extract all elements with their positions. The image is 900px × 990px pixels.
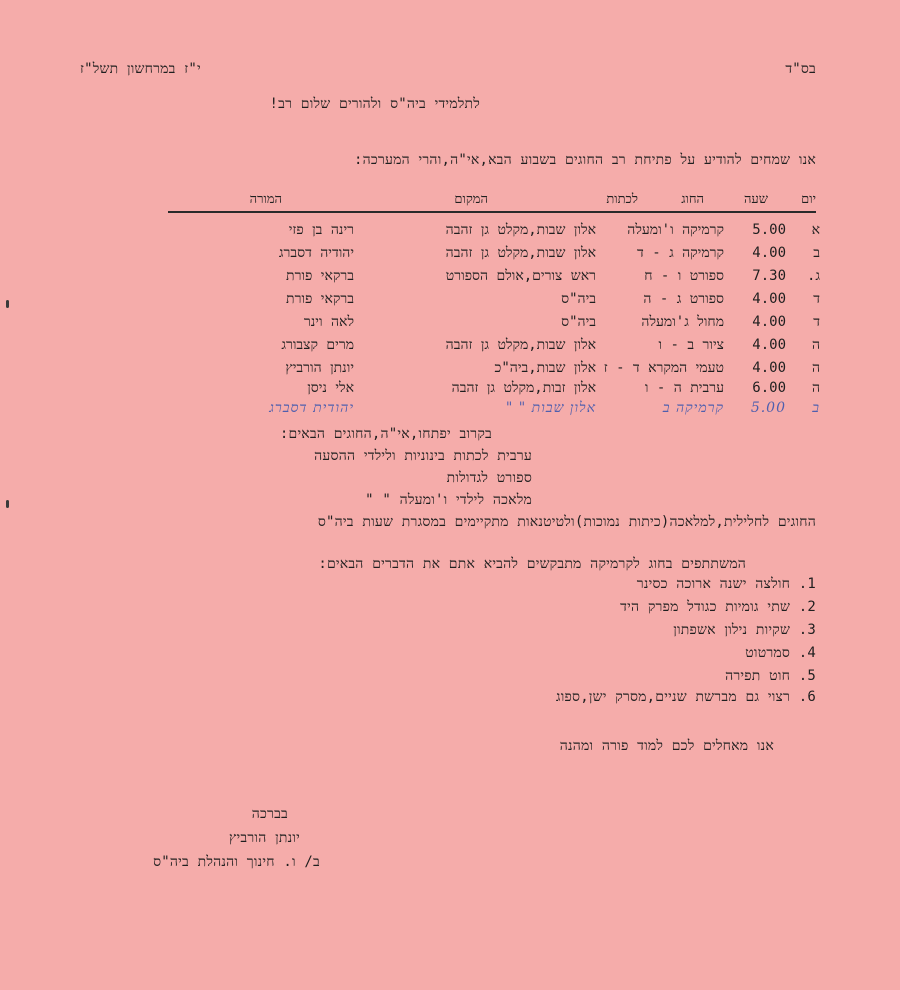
cell-day: ה [811,380,820,396]
table-row [180,222,820,244]
cell-teacher: רינה בן פזי [288,222,354,238]
stray-mark [6,500,9,508]
ceramics-item: 6. רצוי גם מברשת שניים,מסרק ישן,ספוג [555,689,816,705]
upcoming-item: מלאכה לילדי ו'ומעלה " " [365,492,532,508]
ceramics-item: 3. שקיות נילון אשפתון [673,622,816,638]
cell-teacher: אלי ניסן [307,380,354,396]
upcoming-note: החוגים לחלילית,למלאכה(כיתות נמוכות)ולטיטנאות מתקיימים במסגרת שעות ביה"ס [317,514,816,530]
table-row [180,245,820,267]
col-header-time: שעה [743,192,768,207]
table-row [180,314,820,336]
cell-club: קרמיקה ג - ד [637,245,724,261]
cell-time: 6.00 [752,380,786,396]
cell-place: ראש צורים,אולם הספורט [445,268,596,284]
cell-time: 4.00 [752,314,786,330]
cell-teacher: יהודיה דסברג [278,245,354,261]
cell-time: 4.00 [752,245,786,261]
handwritten-row [180,400,820,422]
ceramics-item: 5. חוט תפירה [725,668,816,684]
bsd-mark: בס"ד [785,61,816,77]
cell-day: ה [811,337,820,353]
cell-place: אלון זבות,מקלט גן זהבה [451,380,596,396]
cell-day: ד [813,314,820,330]
cell-club: מחול ג'ומעלה [641,314,724,330]
signature-title: ב/ ו. חינוך והנהלת ביה"ס [153,854,320,870]
cell-day: א [811,222,820,238]
upcoming-item: ספורט לגדולות [446,470,532,486]
col-header-teacher: המורה [249,192,282,207]
cell-time: 4.00 [752,337,786,353]
handwritten-day: ב [812,400,820,416]
cell-place: אלון שבות,מקלט גן זהבה [445,337,596,353]
table-row [180,380,820,402]
cell-club: ספורט ו - ח [644,268,724,284]
header-underline [168,211,816,213]
cell-day: ב [813,245,820,261]
stray-mark [6,300,9,308]
col-header-place: המקום [454,192,488,207]
cell-day: ג. [806,268,820,284]
cell-place: ביה"ס [561,314,596,330]
cell-teacher: יונתן הורביץ [285,360,354,376]
closing-line: אנו מאחלים לכם למוד פורה ומהנה [559,738,774,754]
intro-text: אנו שמחים להודיע על פתיחת רב החוגים בשבוע הבא,אי"ה,והרי המערכה: [353,152,816,168]
ceramics-title: המשתתפים בחוג לקרמיקה מתבקשים להביא אתם את הדברים הבאים: [318,556,746,572]
handwritten-time: 5.00 [750,400,786,416]
cell-club: קרמיקה ו'ומעלה [627,222,724,238]
cell-teacher: מרים קצבורג [281,337,354,353]
handwritten-teacher: יהודית דסברג [269,400,354,416]
cell-club: ערבית ה - ו [644,380,724,396]
cell-club: ציור ב - ו [658,337,724,353]
cell-time: 4.00 [752,360,786,376]
handwritten-place: אלון שבות " " [505,400,596,416]
cell-place: ביה"ס [561,291,596,307]
cell-day: ד [813,291,820,307]
cell-time: 5.00 [752,222,786,238]
cell-teacher: ברקאי פורת [286,291,354,307]
cell-club: טעמי המקרא ד - ז [603,360,724,376]
cell-teacher: ברקאי פורת [286,268,354,284]
cell-place: אלון שבות,מקלט גן זהבה [445,222,596,238]
ceramics-item: 4. סמרטוט [745,645,816,661]
signature-greeting: בברכה [251,806,288,822]
table-row [180,291,820,313]
handwritten-club: קרמיקה ב [662,400,724,416]
ceramics-item: 2. שתי גומיות כגודל מפרק היד [620,599,816,615]
cell-place: אלון שבות,ביה"כ [494,360,596,376]
cell-time: 4.00 [752,291,786,307]
greeting: לתלמידי ביה"ס ולהורים שלום רב! [269,96,480,112]
hebrew-date: י"ז במרחשון תשל"ז [80,61,201,77]
col-header-day: יום [801,192,816,207]
cell-place: אלון שבות,מקלט גן זהבה [445,245,596,261]
col-header-club: החוג [681,192,704,207]
signature-name: יונתן הורביץ [229,830,300,846]
table-row [180,268,820,290]
cell-day: ה [811,360,820,376]
upcoming-title: בקרוב יפתחו,אי"ה,החוגים הבאים: [279,426,492,442]
table-row [180,360,820,382]
table-row [180,337,820,359]
cell-time: 7.30 [752,268,786,284]
cell-teacher: לאה וינר [303,314,354,330]
col-header-grades: לכתות [606,192,638,207]
cell-club: ספורט ג - ה [643,291,724,307]
ceramics-item: 1. חולצה ישנה ארוכה כסינר [636,576,816,592]
upcoming-item: ערבית לכתות בינוניות ולילדי ההסעה [314,448,532,464]
